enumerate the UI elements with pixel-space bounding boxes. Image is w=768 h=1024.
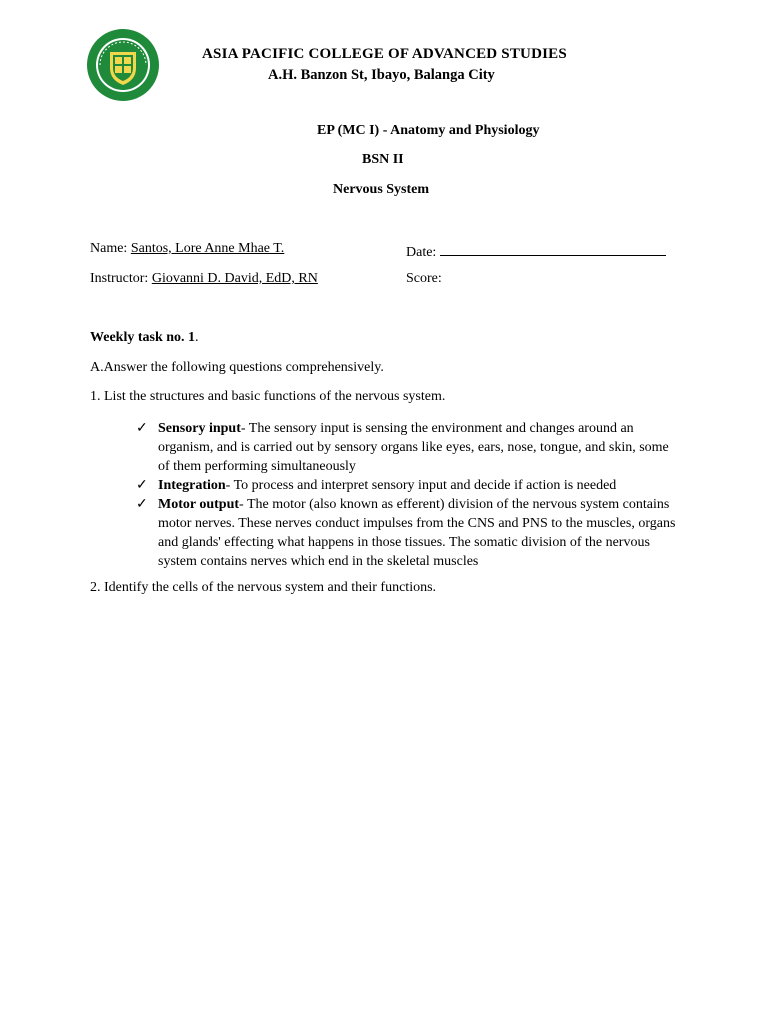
weekly-task-label: Weekly task no. 1 bbox=[90, 330, 196, 345]
question-2: 2. Identify the cells of the nervous system and their functions. bbox=[90, 580, 437, 595]
checkmark-icon: ✓ bbox=[136, 421, 148, 436]
score-label: Score: bbox=[406, 271, 442, 286]
list-item-text: - The sensory input is sensing the environment and changes around an organism, and is carried out by sensory organs like eyes, ears, nose, tongue, and skin, some of them performing simultaneously bbox=[158, 421, 669, 474]
checkmark-icon: ✓ bbox=[136, 497, 148, 512]
score-field bbox=[406, 271, 442, 287]
program-label: BSN II bbox=[362, 152, 404, 167]
date-blank-line bbox=[440, 241, 666, 256]
college-seal-logo bbox=[86, 28, 160, 102]
institution-address: A.H. Banzon St, Ibayo, Balanga City bbox=[268, 67, 495, 83]
topic-title: Nervous System bbox=[333, 182, 430, 197]
weekly-task-period: . bbox=[195, 330, 199, 345]
list-item-text: - The motor (also known as efferent) division of the nervous system contains motor nerves. These nerves conduct impulses from the CNS and PNS to the muscles, organs and glands' effecting what happens in those tissues. The somatic division of the nervous system contains nerves which end in the skeletal muscles bbox=[158, 497, 676, 569]
name-label: Name: bbox=[90, 241, 128, 256]
list-item bbox=[136, 476, 681, 495]
course-title: EP (MC I) - Anatomy and Physiology bbox=[317, 123, 540, 138]
list-item-text: - To process and interpret sensory input and decide if action is needed bbox=[225, 478, 617, 493]
institution-name: ASIA PACIFIC COLLEGE OF ADVANCED STUDIES bbox=[202, 46, 567, 62]
date-field bbox=[406, 241, 666, 261]
instructor-field bbox=[90, 271, 318, 287]
instructor-value: Giovanni D. David, EdD, RN bbox=[151, 271, 318, 286]
date-label: Date: bbox=[406, 245, 437, 260]
instructor-label: Instructor: bbox=[90, 271, 149, 286]
list-item-term: Sensory input bbox=[158, 421, 241, 436]
checkmark-icon: ✓ bbox=[136, 478, 148, 493]
weekly-task-heading bbox=[90, 330, 199, 346]
list-item-term: Integration bbox=[158, 478, 226, 493]
list-item bbox=[136, 495, 681, 571]
list-item-term: Motor output bbox=[158, 497, 240, 512]
list-item bbox=[136, 419, 681, 476]
question-1: 1. List the structures and basic functions of the nervous system. bbox=[90, 389, 446, 404]
name-field bbox=[90, 241, 284, 257]
answer-list bbox=[136, 419, 681, 571]
instruction-text: A.Answer the following questions comprehensively. bbox=[90, 360, 384, 375]
name-value: Santos, Lore Anne Mhae T. bbox=[130, 241, 285, 256]
